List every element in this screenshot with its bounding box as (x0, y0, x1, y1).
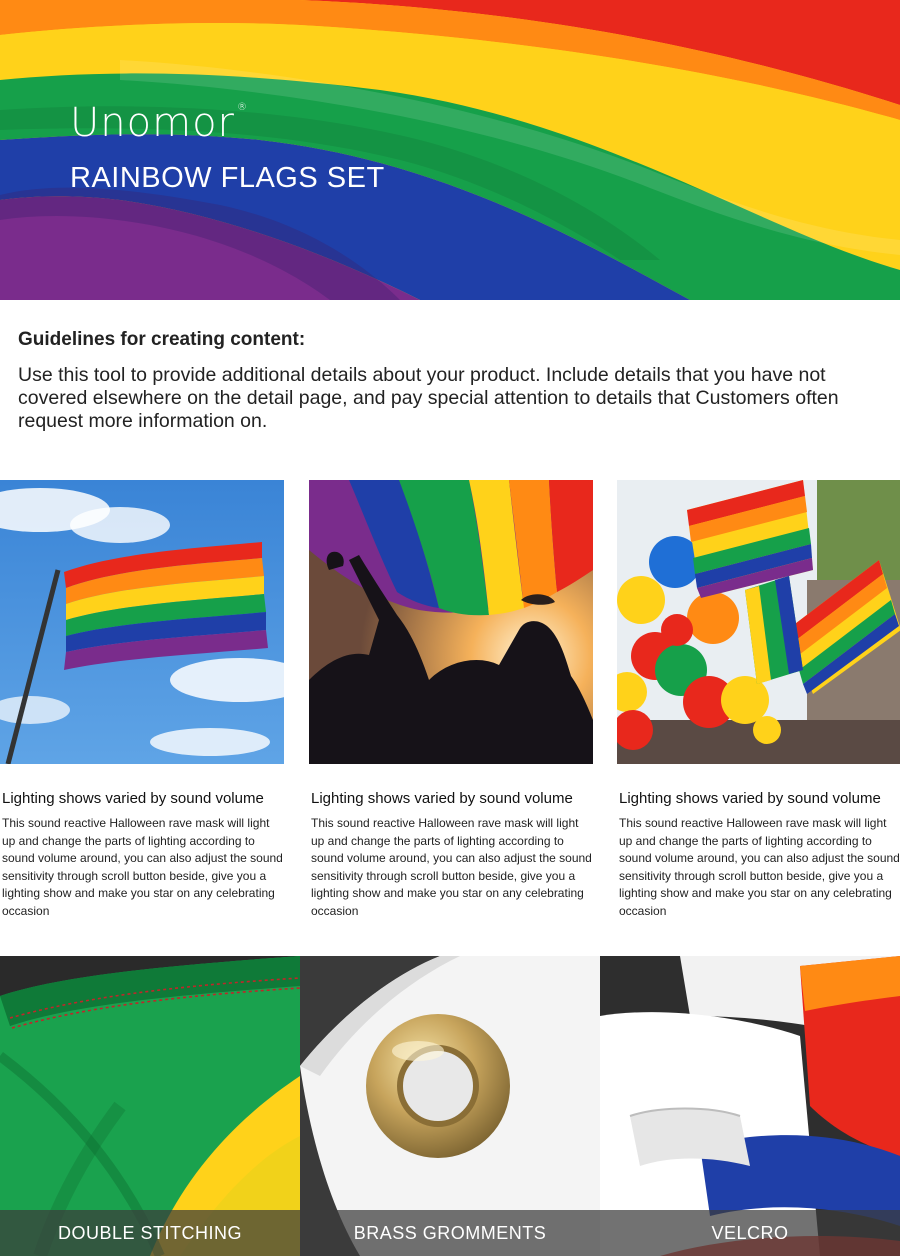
detail-panel-stitching (0, 956, 300, 1256)
crowd-under-flag-image (309, 480, 593, 764)
feature-title: Lighting shows varied by sound volume (619, 790, 881, 807)
feature-title: Lighting shows varied by sound volume (2, 790, 264, 807)
balloons-and-flags-image (617, 480, 900, 764)
feature-card-2 (309, 480, 593, 921)
feature-card-3 (617, 480, 900, 921)
detail-caption: BRASS GROMMENTS (353, 1223, 547, 1243)
feature-title: Lighting shows varied by sound volume (311, 790, 573, 807)
brand-name: Unomor (70, 100, 235, 146)
brand-logo (70, 100, 248, 146)
detail-caption: DOUBLE STITCHING (57, 1223, 243, 1243)
registered-mark: ® (236, 102, 248, 113)
detail-caption: VELCRO (711, 1223, 789, 1243)
flag-in-sky-image (0, 480, 284, 764)
hero-tagline: RAINBOW FLAGS SET (70, 162, 385, 194)
feature-description: This sound reactive Halloween rave mask will light up and change the parts of lighting according to sound volume around, you can also adjust the sound sensitivity through scroll button beside, give you a lighting show and make you star on any celebrating occasion (2, 816, 283, 918)
guidelines-body: Use this tool to provide additional details about your product. Include details that you have not covered elsewhere on the detail page, and pay special attention to details that Customers often request more information on. (18, 364, 839, 432)
feature-description: This sound reactive Halloween rave mask will light up and change the parts of lighting according to sound volume around, you can also adjust the sound sensitivity through scroll button beside, give you a lighting show and make you star on any celebrating occasion (311, 816, 592, 918)
detail-panel-velcro (600, 956, 900, 1256)
guidelines-title: Guidelines for creating content: (18, 329, 306, 350)
hero-banner (0, 0, 900, 300)
feature-card-1 (0, 480, 284, 921)
rainbow-flag-image (0, 0, 900, 300)
feature-description: This sound reactive Halloween rave mask will light up and change the parts of lighting according to sound volume around, you can also adjust the sound sensitivity through scroll button beside, give you a lighting show and make you star on any celebrating occasion (619, 816, 900, 918)
detail-panel-grommets (300, 956, 600, 1256)
